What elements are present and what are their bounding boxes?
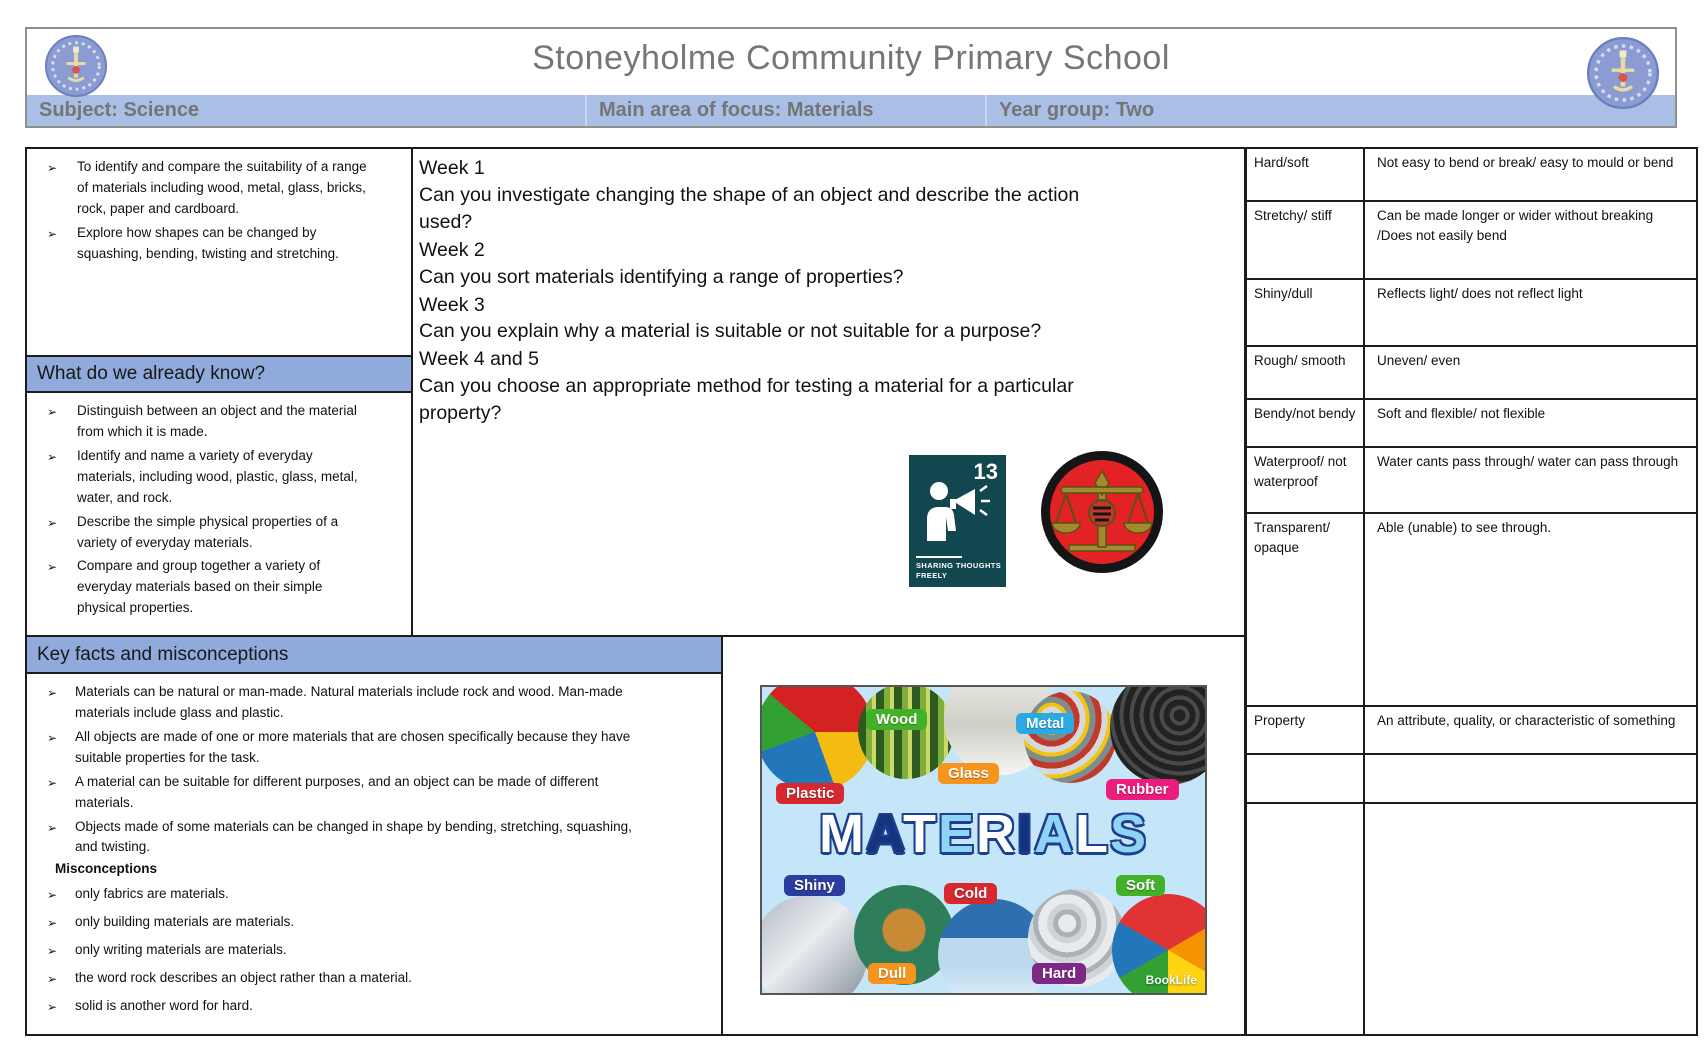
plastic-photo-circle: [760, 685, 874, 791]
key-facts-box: [25, 672, 723, 1036]
poster-label: Wood: [866, 709, 927, 730]
booklife-logo: BookLife: [1145, 973, 1197, 987]
list-item: ➢ the word rock describes an object rather than a material.: [39, 968, 715, 989]
week-label: Week 4 and 5: [419, 348, 539, 371]
poster-label: Soft: [1116, 875, 1165, 896]
sdg-badge: [909, 455, 1006, 587]
key-facts-header: Key facts and misconceptions: [25, 635, 723, 674]
megaphone-person-icon: [917, 479, 997, 541]
subject-label: Subject: Science: [39, 99, 200, 121]
definition-cell: Not easy to bend or break/ easy to mould or bend: [1377, 155, 1674, 170]
arrow-bullet-icon: ➢: [47, 405, 58, 419]
prior-knowledge-header: What do we already know?: [25, 355, 413, 393]
poster-label: Shiny: [784, 875, 845, 896]
arrow-bullet-icon: ➢: [47, 730, 58, 745]
term-cell: [1247, 804, 1365, 1034]
weekly-questions-box: [411, 147, 1246, 637]
week-question: Can you sort materials identifying a range of properties?: [419, 265, 904, 288]
page-title: Stoneyholme Community Primary School: [532, 39, 1170, 77]
list-item: ➢ solid is another word for hard.: [39, 996, 715, 1017]
definition-cell: [1365, 804, 1696, 1034]
week-label: Week 3: [419, 293, 485, 316]
arrow-bullet-icon: ➢: [47, 560, 58, 575]
term-cell: Rough/ smooth: [1247, 347, 1365, 398]
definition-cell: Uneven/ even: [1377, 353, 1461, 368]
materials-poster-image: [760, 685, 1207, 995]
arrow-bullet-icon: ➢: [47, 972, 58, 987]
arrow-bullet-icon: ➢: [47, 888, 58, 903]
balance-scales-icon: [1039, 449, 1165, 575]
poster-container-box: [721, 635, 1246, 1036]
list-item: ➢ Explore how shapes can be changed by squashing, bending, twisting and stretching.: [39, 223, 405, 265]
poster-label: Cold: [944, 883, 997, 904]
list-item: ➢ Distinguish between an object and the material from which it is made.: [39, 401, 405, 443]
list-item: ➢ To identify and compare the suitability of a range of materials including wood, metal, glass, bricks, rock, paper and cardboard.: [39, 157, 405, 220]
table-row: [1247, 448, 1696, 514]
list-item: ➢ Identify and name a variety of everyday materials, including wood, plastic, glass, metal, water, and rock.: [39, 446, 405, 509]
table-row: [1247, 280, 1696, 347]
table-row: [1247, 347, 1696, 400]
prior-knowledge-list: [27, 401, 411, 619]
definition-cell: Soft and flexible/ not flexible: [1377, 406, 1546, 421]
focus-label: Main area of focus: Materials: [585, 95, 985, 126]
table-row: [1247, 707, 1696, 755]
week-label: Week 2: [419, 238, 485, 261]
arrow-bullet-icon: ➢: [47, 820, 58, 835]
poster-label: Rubber: [1106, 779, 1179, 800]
meta-bar: [27, 95, 1675, 126]
week-question: Can you choose an appropriate method for testing a material for a particular property?: [419, 375, 1074, 425]
week-label: Week 1: [419, 157, 485, 179]
list-item: ➢ Describe the simple physical properties of a variety of everyday materials.: [39, 512, 405, 554]
weekly-questions: [413, 149, 1119, 427]
arrow-bullet-icon: ➢: [47, 161, 58, 175]
table-row: [1247, 149, 1696, 202]
poster-title: MATERIALS: [818, 804, 1149, 864]
table-row: [1247, 804, 1696, 1034]
objectives-list: [27, 157, 411, 265]
term-cell: Property: [1247, 707, 1365, 753]
term-cell: Waterproof/ not waterproof: [1247, 448, 1365, 512]
poster-label: Glass: [938, 763, 999, 784]
school-crest-icon: [1587, 37, 1659, 109]
list-item: ➢ All objects are made of one or more materials that are chosen specifically because they have suitable properties for the task.: [39, 727, 715, 769]
arrow-bullet-icon: ➢: [47, 449, 58, 464]
vocabulary-table: [1245, 147, 1698, 1036]
metal-photo-circle: [1024, 691, 1116, 783]
objectives-box: [25, 147, 413, 357]
list-item: ➢ Materials can be natural or man-made. Natural materials include rock and wood. Man-made materials include glass and plastic.: [39, 682, 715, 724]
definition-cell: Water cants pass through/ water can pass through: [1377, 454, 1679, 469]
definition-cell: An attribute, quality, or characteristic of something: [1377, 713, 1676, 728]
sdg-number: 13: [973, 459, 998, 484]
list-item: ➢ only writing materials are materials.: [39, 940, 715, 961]
rubber-photo-circle: [1110, 685, 1207, 785]
arrow-bullet-icon: ➢: [47, 916, 58, 931]
arrow-bullet-icon: ➢: [47, 686, 58, 700]
misconceptions-list: [27, 884, 721, 1017]
week-question: Can you investigate changing the shape of an object and describe the action used?: [419, 183, 1080, 233]
term-cell: Hard/soft: [1247, 149, 1365, 200]
list-item: ➢ only building materials are materials.: [39, 912, 715, 933]
term-cell: Shiny/dull: [1247, 280, 1365, 345]
definition-cell: Can be made longer or wider without breaking /Does not easily bend: [1377, 208, 1654, 243]
definition-cell: Reflects light/ does not reflect light: [1377, 286, 1583, 301]
definition-cell: Able (unable) to see through.: [1377, 520, 1552, 535]
header: [25, 27, 1677, 128]
list-item: ➢ Compare and group together a variety of everyday materials based on their simple physical properties.: [39, 556, 405, 619]
poster-label: Hard: [1032, 963, 1086, 984]
list-item: ➢ Objects made of some materials can be changed in shape by bending, stretching, squashing, and twisting.: [39, 817, 715, 859]
table-row: [1247, 514, 1696, 707]
table-row: [1247, 400, 1696, 448]
table-row: [1247, 202, 1696, 280]
definition-cell: [1365, 755, 1696, 802]
term-cell: Bendy/not bendy: [1247, 400, 1365, 446]
arrow-bullet-icon: ➢: [47, 226, 58, 241]
shiny-photo-circle: [760, 895, 868, 995]
table-row: [1247, 755, 1696, 804]
poster-label: Metal: [1016, 713, 1074, 734]
arrow-bullet-icon: ➢: [47, 515, 58, 530]
term-cell: Transparent/ opaque: [1247, 514, 1365, 705]
term-cell: [1247, 755, 1365, 802]
key-facts-list: [27, 682, 721, 858]
poster-label: Dull: [868, 963, 916, 984]
prior-knowledge-box: [25, 391, 413, 637]
list-item: ➢ A material can be suitable for different purposes, and an object can be made of different materials.: [39, 772, 715, 814]
sdg-caption: SHARING THOUGHTS FREELY: [916, 556, 1006, 581]
term-cell: Stretchy/ stiff: [1247, 202, 1365, 278]
arrow-bullet-icon: ➢: [47, 775, 58, 790]
misconceptions-label: Misconceptions: [55, 861, 158, 877]
arrow-bullet-icon: ➢: [47, 944, 58, 959]
list-item: ➢ only fabrics are materials.: [39, 884, 715, 905]
arrow-bullet-icon: ➢: [47, 1000, 58, 1015]
poster-label: Plastic: [776, 783, 844, 804]
header-title-row: [27, 29, 1675, 95]
year-group-label: Year group: Two: [985, 95, 1675, 126]
week-question: Can you explain why a material is suitable or not suitable for a purpose?: [419, 320, 1042, 343]
school-crest-icon: [45, 35, 107, 97]
